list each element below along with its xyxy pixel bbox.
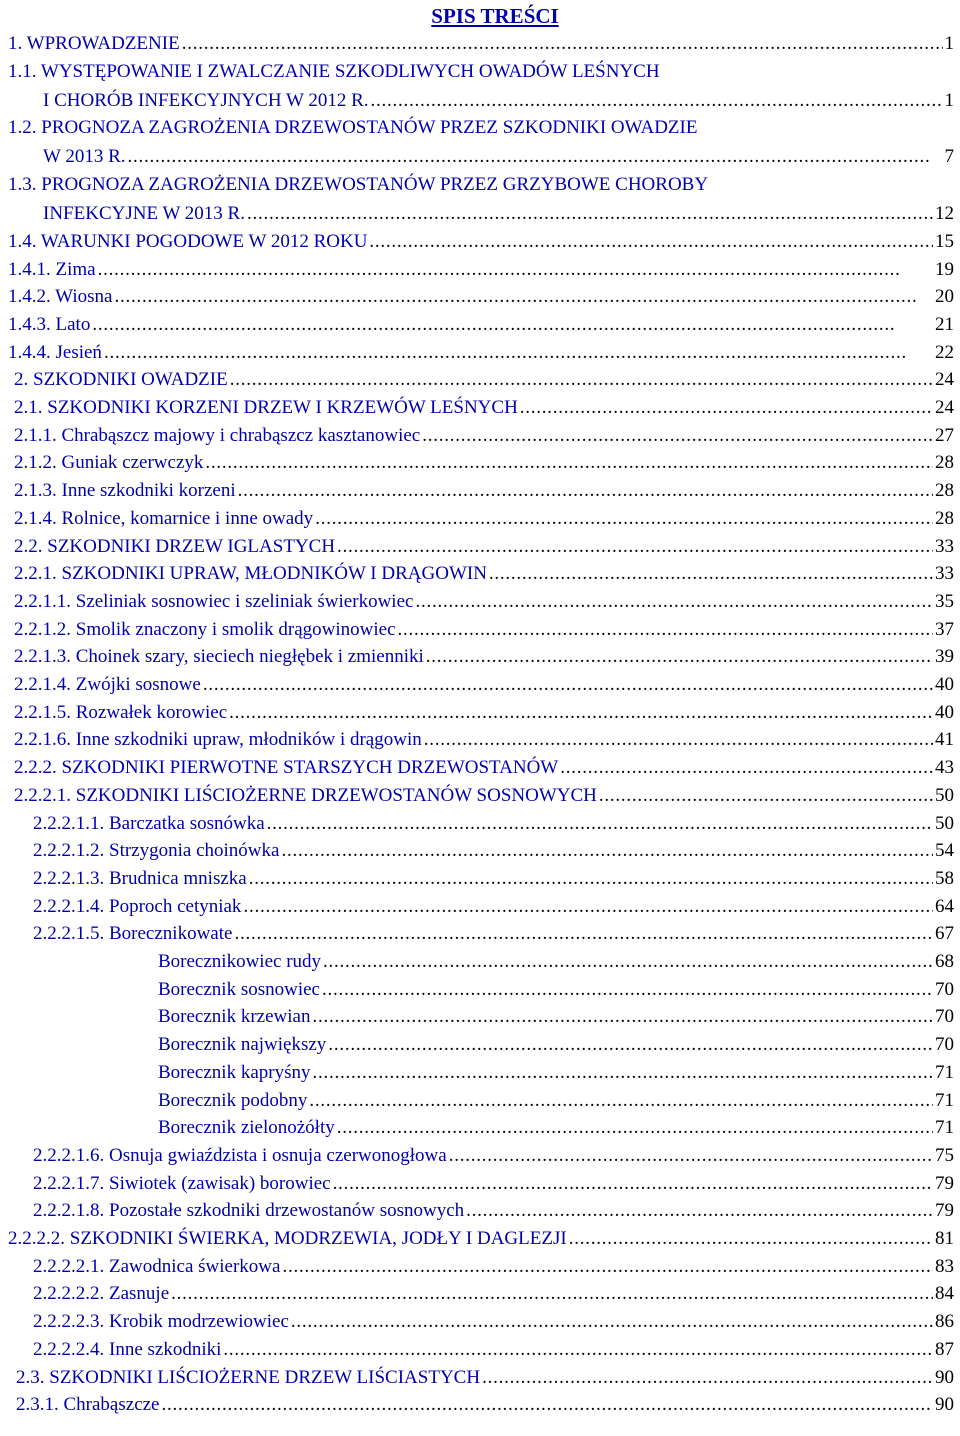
toc-entry[interactable] <box>33 810 954 837</box>
toc-entry-label: 2.2.2.2.4. Inne szkodniki <box>33 1338 222 1360</box>
toc-leader-dots <box>371 87 943 114</box>
toc-entry-label: 2.2.2.1.3. Brudnica mniszka <box>33 867 247 889</box>
toc-entry[interactable] <box>16 1391 954 1418</box>
toc-entry[interactable] <box>43 143 954 170</box>
toc-page-number: 43 <box>935 757 954 779</box>
toc-entry[interactable] <box>158 1059 954 1086</box>
toc-page-number: 90 <box>935 1394 954 1416</box>
toc-page-number: 22 <box>935 341 954 363</box>
toc-entry[interactable] <box>8 228 954 255</box>
toc-leader-dots <box>128 143 943 170</box>
toc-entry[interactable] <box>14 671 954 698</box>
toc-entry-label: 1.4.2. Wiosna <box>8 286 113 308</box>
toc-entry-label: 2.2.1. SZKODNIKI UPRAW, MŁODNIKÓW I DRĄGOWIN <box>14 563 487 585</box>
toc-entry[interactable] <box>14 505 954 532</box>
toc-leader-dots <box>282 1253 933 1280</box>
toc-entry-label: 2.2.2. SZKODNIKI PIERWOTNE STARSZYCH DRZEWOSTANÓW <box>14 757 559 779</box>
toc-entry-label: 2.1.4. Rolnice, komarnice i inne owady <box>14 507 314 529</box>
toc-entry-label: 2.2.2.1. SZKODNIKI LIŚCIOŻERNE DRZEWOSTANÓW SOSNOWYCH <box>14 784 597 806</box>
toc-entry[interactable] <box>14 616 954 643</box>
toc-leader-dots <box>520 394 933 421</box>
toc-entry-label: Borecznik podobny <box>158 1089 308 1111</box>
toc-page-number: 64 <box>935 895 954 917</box>
toc-leader-dots <box>337 533 933 560</box>
toc-page-number: 79 <box>935 1200 954 1222</box>
toc-leader-dots <box>114 283 933 310</box>
toc-page-number: 58 <box>935 867 954 889</box>
toc-page-number: 70 <box>935 978 954 1000</box>
toc-leader-dots <box>337 1114 933 1141</box>
toc-entry[interactable] <box>14 699 954 726</box>
toc-entry[interactable] <box>158 976 954 1003</box>
toc-page-number: 28 <box>935 452 954 474</box>
toc-page-number: 84 <box>935 1283 954 1305</box>
toc-entry-label: 2.3.1. Chrabąszcze <box>16 1394 160 1416</box>
toc-leader-dots <box>312 1003 933 1030</box>
toc-page-number: 70 <box>935 1034 954 1056</box>
toc-entry[interactable] <box>14 533 954 560</box>
toc-page-number: 33 <box>935 535 954 557</box>
toc-leader-dots <box>426 643 933 670</box>
toc-leader-dots <box>230 366 933 393</box>
toc-leader-dots <box>315 505 933 532</box>
toc-entry[interactable] <box>158 948 954 975</box>
toc-page-number: 79 <box>935 1172 954 1194</box>
page-title: SPIS TREŚCI <box>431 4 559 28</box>
toc-entry-label: W 2013 R. <box>43 146 126 168</box>
toc-leader-dots <box>489 560 933 587</box>
toc-page-number: 12 <box>935 203 954 225</box>
toc-entry[interactable] <box>33 1142 954 1169</box>
toc-entry-label: 1.4.3. Lato <box>8 313 91 335</box>
toc-entry-label: 2.2.1.3. Choinek szary, sieciech niegłębek i zmienniki <box>14 646 424 668</box>
toc-page-number: 7 <box>944 146 954 168</box>
toc-entry-label: I CHORÓB INFEKCYJNYCH W 2012 R. <box>43 89 369 111</box>
toc-entry-label: 2.2.2.1.1. Barczatka sosnówka <box>33 812 265 834</box>
toc-leader-dots <box>171 1280 933 1307</box>
toc-entry-label: 2.2.1.5. Rozwałek korowiec <box>14 701 228 723</box>
toc-entry-label: 2.2.2.2. SZKODNIKI ŚWIERKA, MODRZEWIA, JODŁY I DAGLEZJI <box>8 1228 567 1249</box>
toc-entry-label: 2.2.2.1.7. Siwiotek (zawisak) borowiec <box>33 1172 331 1194</box>
toc-page-number: 90 <box>935 1366 954 1388</box>
toc-leader-dots <box>466 1197 933 1224</box>
toc-page-number: 19 <box>935 258 954 280</box>
toc-entry[interactable] <box>33 893 954 920</box>
toc-page-number: 24 <box>935 397 954 418</box>
toc-entry[interactable] <box>14 560 954 587</box>
toc-leader-dots <box>162 1391 934 1418</box>
toc-page-number: 50 <box>935 784 954 806</box>
toc-entry[interactable] <box>33 1253 954 1280</box>
toc-leader-dots <box>422 422 933 449</box>
toc-leader-dots <box>569 1225 933 1252</box>
toc-page-number: 24 <box>935 369 954 391</box>
toc-page-number: 1 <box>944 89 954 111</box>
toc-leader-dots <box>322 976 933 1003</box>
toc-page-number: 71 <box>935 1117 954 1139</box>
toc-leader-dots <box>309 1087 933 1114</box>
toc-leader-dots <box>312 1059 933 1086</box>
toc-entry-label: 2.1.3. Inne szkodniki korzeni <box>14 480 236 502</box>
toc-entry[interactable] <box>14 422 954 449</box>
toc-page-number: 37 <box>935 618 954 640</box>
toc-leader-dots <box>238 477 933 504</box>
toc-page-number: 35 <box>935 590 954 612</box>
toc-entry-label: 2.2.1.4. Zwójki sosnowe <box>14 674 201 695</box>
toc-entry-label: 2.2.2.1.2. Strzygonia choinówka <box>33 840 280 862</box>
toc-entry-label: 2.2.2.2.2. Zasnuje <box>33 1283 170 1305</box>
toc-entry[interactable] <box>43 200 954 227</box>
toc-page-number: 15 <box>935 230 954 252</box>
toc-entry[interactable] <box>33 865 954 892</box>
toc-entry[interactable] <box>14 643 954 670</box>
toc-leader-dots <box>223 1336 933 1363</box>
toc-leader-dots <box>449 1142 933 1169</box>
toc-entry-label: 2.2.2.1.8. Pozostałe szkodniki drzewostanów sosnowych <box>33 1200 465 1222</box>
toc-entry-label: INFEKCYJNE W 2013 R. <box>43 203 245 225</box>
toc-leader-dots <box>415 588 933 615</box>
toc-entry-label: 1.4.1. Zima <box>8 258 96 280</box>
toc-entry-label: Borecznik największy <box>158 1034 327 1056</box>
toc-entry-label: Borecznik kapryśny <box>158 1061 311 1083</box>
toc-entry[interactable] <box>8 1225 954 1252</box>
toc-entry[interactable] <box>158 1031 954 1058</box>
toc-leader-dots <box>182 30 943 57</box>
toc-entry[interactable] <box>14 754 954 781</box>
toc-entry-label: 1.4.4. Jesień <box>8 341 102 363</box>
toc-entry[interactable] <box>33 1197 954 1224</box>
toc-entry-label: Borecznikowiec rudy <box>158 951 322 972</box>
toc-leader-dots <box>398 616 933 643</box>
toc-page-number: 39 <box>935 646 954 668</box>
toc-entry[interactable] <box>14 449 954 476</box>
toc-entry-label: 2.1.1. Chrabąszcz majowy i chrabąszcz kasztanowiec <box>14 424 421 446</box>
toc-page-number: 40 <box>935 701 954 723</box>
toc-leader-dots <box>333 1170 933 1197</box>
toc-entry-label: 2.3. SZKODNIKI LIŚCIOŻERNE DRZEW LIŚCIASTYCH <box>16 1366 481 1388</box>
toc-entry-label: 2.2.2.2.3. Krobik modrzewiowiec <box>33 1311 289 1333</box>
toc-page-number: 40 <box>935 674 954 695</box>
toc-entry[interactable] <box>33 1336 954 1363</box>
toc-leader-dots <box>482 1364 933 1391</box>
toc-entry-label: 2.2.2.1.6. Osnuja gwiaździsta i osnuja czerwonogłowa <box>33 1144 447 1166</box>
toc-leader-dots <box>323 948 933 975</box>
toc-entry-label: Borecznik krzewian <box>158 1006 311 1028</box>
toc-page-number: 50 <box>935 812 954 834</box>
toc-entry-label: 2.2.2.2.1. Zawodnica świerkowa <box>33 1255 281 1277</box>
toc-page-number: 71 <box>935 1061 954 1083</box>
toc-page-number: 67 <box>935 923 954 945</box>
toc-entry[interactable] <box>33 1170 954 1197</box>
toc-leader-dots <box>234 920 933 947</box>
toc-page-number: 33 <box>935 563 954 585</box>
toc-page-number: 87 <box>935 1338 954 1360</box>
toc-entry-heading-line[interactable]: 1.3. PROGNOZA ZAGROŻENIA DRZEWOSTANÓW PRZEZ GRZYBOWE CHOROBY <box>8 174 709 196</box>
toc-page-number: 1 <box>944 33 954 54</box>
toc-page-number: 71 <box>935 1089 954 1111</box>
toc-entry-label: Borecznik sosnowiec <box>158 978 320 1000</box>
toc-entry-heading-line[interactable]: 1.2. PROGNOZA ZAGROŻENIA DRZEWOSTANÓW PRZEZ SZKODNIKI OWADZIE <box>8 117 698 139</box>
toc-leader-dots <box>243 893 933 920</box>
toc-entry[interactable] <box>8 311 954 338</box>
toc-entry[interactable] <box>33 1280 954 1307</box>
toc-leader-dots <box>203 671 933 698</box>
toc-entry[interactable] <box>8 30 954 57</box>
toc-entry-label: 1.4. WARUNKI POGODOWE W 2012 ROKU <box>8 230 368 252</box>
toc-entry-label: 2.2.2.1.5. Borecznikowate <box>33 923 233 945</box>
toc-page-number: 41 <box>935 729 954 751</box>
toc-entry-label: 2.2.1.6. Inne szkodniki upraw, młodników i drągowin <box>14 729 422 751</box>
toc-leader-dots <box>291 1308 933 1335</box>
toc-entry[interactable] <box>14 394 954 421</box>
toc-leader-dots <box>424 726 933 753</box>
toc-leader-dots <box>249 865 933 892</box>
toc-entry[interactable] <box>8 256 954 283</box>
toc-entry-label: 2. SZKODNIKI OWADZIE <box>14 369 228 391</box>
toc-page-number: 83 <box>935 1255 954 1277</box>
toc-entry-label: 2.2.2.1.4. Poproch cetyniak <box>33 895 242 917</box>
toc-entry-label: 2.1.2. Guniak czerwczyk <box>14 452 204 474</box>
toc-page-number: 28 <box>935 507 954 529</box>
toc-entry[interactable] <box>14 588 954 615</box>
toc-entry[interactable] <box>16 1364 954 1391</box>
toc-leader-dots <box>92 311 933 338</box>
toc-leader-dots <box>328 1031 933 1058</box>
toc-leader-dots <box>98 256 933 283</box>
toc-entry[interactable] <box>33 837 954 864</box>
toc-entry-label: 2.2.1.2. Smolik znaczony i smolik drągowinowiec <box>14 618 396 640</box>
toc-page-number: 70 <box>935 1006 954 1028</box>
toc-entry[interactable] <box>14 477 954 504</box>
toc-page-number: 75 <box>935 1144 954 1166</box>
toc-entry[interactable] <box>14 366 954 393</box>
toc-entry[interactable] <box>14 726 954 753</box>
toc-leader-dots <box>369 228 933 255</box>
toc-entry[interactable] <box>33 1308 954 1335</box>
toc-entry-label: 2.2. SZKODNIKI DRZEW IGLASTYCH <box>14 535 336 557</box>
toc-leader-dots <box>281 837 933 864</box>
toc-page-number: 20 <box>935 286 954 308</box>
toc-leader-dots <box>205 449 933 476</box>
toc-entry[interactable] <box>8 283 954 310</box>
toc-page-number: 54 <box>935 840 954 862</box>
toc-leader-dots <box>247 200 933 227</box>
toc-entry[interactable] <box>43 87 954 114</box>
toc-page-number: 28 <box>935 480 954 502</box>
toc-leader-dots <box>599 782 933 809</box>
toc-leader-dots <box>560 754 933 781</box>
toc-leader-dots <box>229 699 933 726</box>
toc-entry[interactable] <box>8 339 954 366</box>
toc-entry[interactable] <box>33 920 954 947</box>
toc-page-number: 86 <box>935 1311 954 1333</box>
toc-entry-label: 1. WPROWADZENIE <box>8 33 180 54</box>
toc-entry-label: 2.2.1.1. Szeliniak sosnowiec i szeliniak świerkowiec <box>14 590 414 612</box>
toc-entry-heading-line[interactable]: 1.1. WYSTĘPOWANIE I ZWALCZANIE SZKODLIWYCH OWADÓW LEŚNYCH <box>8 60 660 82</box>
toc-page-number: 21 <box>935 313 954 335</box>
toc-entry[interactable] <box>158 1003 954 1030</box>
toc-page-number: 68 <box>935 951 954 972</box>
toc-page-number: 81 <box>935 1228 954 1249</box>
toc-leader-dots <box>104 339 933 366</box>
toc-leader-dots <box>267 810 933 837</box>
toc-entry[interactable] <box>14 782 954 809</box>
toc-page-number: 27 <box>935 424 954 446</box>
toc-entry-label: 2.1. SZKODNIKI KORZENI DRZEW I KRZEWÓW LEŚNYCH <box>14 397 518 418</box>
toc-entry[interactable] <box>158 1114 954 1141</box>
toc-entry[interactable] <box>158 1087 954 1114</box>
toc-entry-label: Borecznik zielonożółty <box>158 1117 335 1139</box>
